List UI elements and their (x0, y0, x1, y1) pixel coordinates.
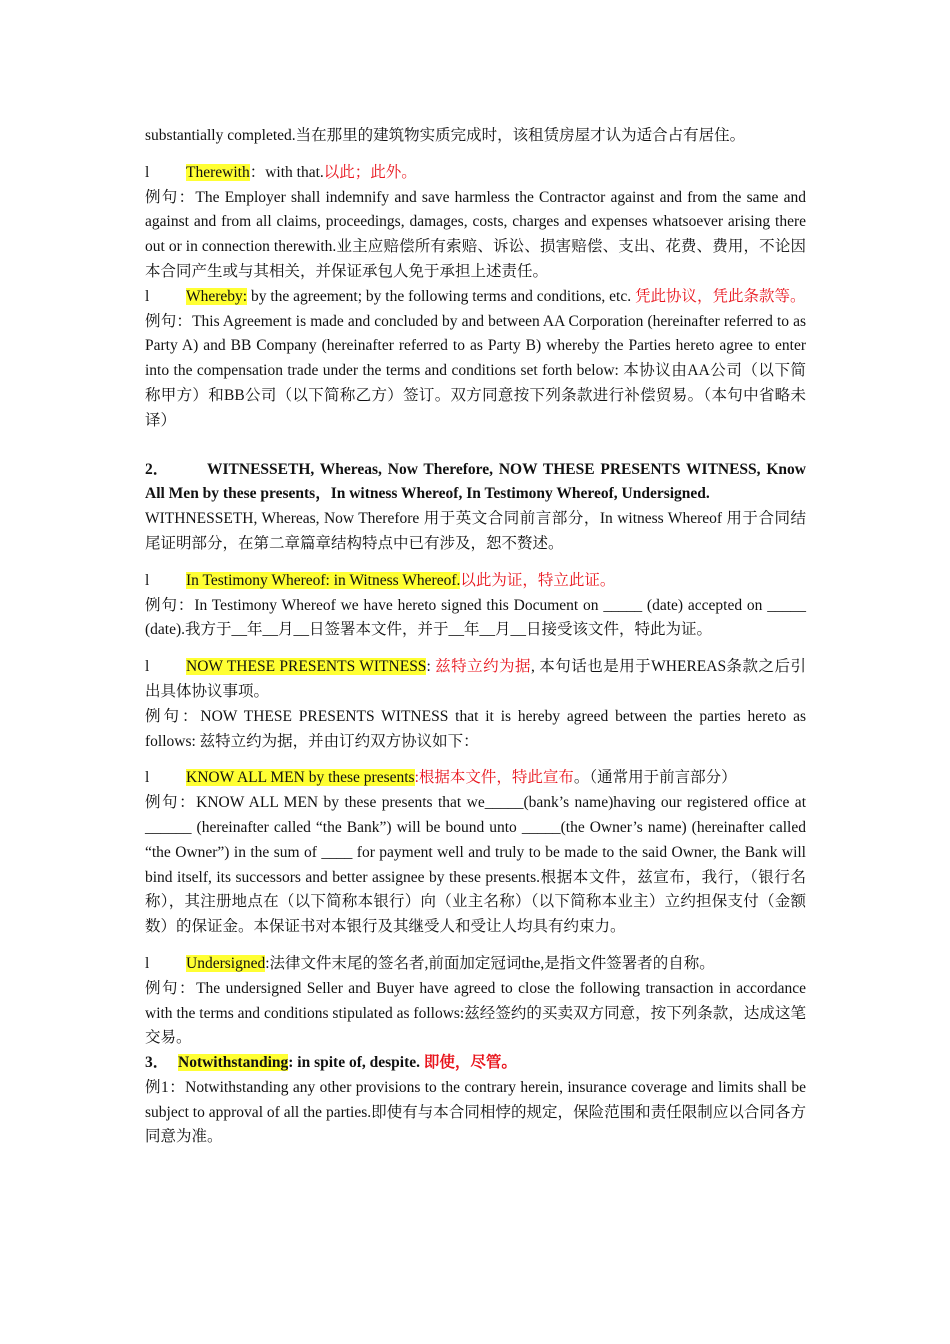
term-label: Therewith (186, 163, 250, 181)
term-colon: : (426, 658, 436, 676)
section-2-heading (145, 458, 806, 508)
term-translation: 凭此协议，凭此条款等。 (634, 287, 806, 305)
term-translation: :根据本文件，特此宣布 (414, 769, 574, 787)
term-now-these-presents-witness (145, 655, 806, 705)
term-label: In Testimony Whereof: in Witness Whereof. (186, 571, 461, 589)
term-undersigned (145, 952, 806, 977)
term-translation: 以此为证，特立此证。 (460, 571, 616, 589)
example-whereby: 例句：This Agreement is made and concluded by and between AA Corporation (hereinafter referred to as Party A) and BB Company (hereinafter referred to as Party B) whereby the Parties hereto agree to enter into the compensation trade under the terms and conditions set forth below: 本协议由AA公司（以下简称甲方）和BB公司（以下简称乙方）签订。双方同意按下列条款进行补偿贸易。（本句中省略未译） (145, 312, 806, 429)
bullet-mark: l (145, 571, 150, 589)
bullet-mark: l (145, 163, 150, 181)
paragraph-continuation: substantially completed.当在那里的建筑物实质完成时，该租赁房屋才认为适合占有居住。 (145, 127, 746, 144)
term-definition: by the agreement; by the following terms and conditions, etc. (247, 287, 635, 305)
term-note: 。（通常用于前言部分） (573, 769, 737, 787)
bullet-mark: l (145, 658, 150, 676)
term-label: Undersigned (186, 954, 266, 972)
section-3-heading (145, 1051, 806, 1076)
term-note: , 本句话也是用于WHEREAS条款之后引出具体协议事项。 (145, 658, 806, 700)
example-in-testimony-whereof: 例句：In Testimony Whereof we have hereto signed this Document on _____ (date) accepted on _____ (date).我方于__年__月__日签署本文件，并于__年__月__日接受该文件，特此为证。 (145, 596, 806, 639)
term-definition: : in spite of, despite. (288, 1054, 424, 1072)
term-in-testimony-whereof (145, 569, 806, 594)
example-undersigned: 例句：The undersigned Seller and Buyer have agreed to close the following transaction in accordance with the terms and conditions stipulated as follows:兹经签约的买卖双方同意，按下列条款，达成这笔交易。 (145, 979, 806, 1047)
term-translation: 即使，尽管。 (423, 1054, 517, 1072)
section-number: 3． (145, 1054, 169, 1072)
term-know-all-men (145, 766, 806, 791)
section-number: 2． (145, 460, 169, 478)
term-translation: 兹特立约为据 (435, 658, 532, 676)
section-2-intro: WITHNESSETH, Whereas, Now Therefore 用于英文合同前言部分，In witness Whereof 用于合同结尾证明部分，在第二章篇章结构特点中已有涉及，恕不赘述。 (145, 510, 806, 552)
term-whereby (145, 285, 806, 310)
term-label: Whereby: (186, 287, 248, 305)
term-translation: 以此；此外。 (323, 163, 417, 181)
bullet-mark: l (145, 954, 150, 972)
example-know-all-men: 例句：KNOW ALL MEN by these presents that we_____(bank’s name)having our registered office at ______ (hereinafter called “the Bank”) will be bound unto _____(the Owner’s name) (hereinafter called “the Owner”) in the sum of ____ for payment well and truly to be made to the said Owner, the Bank will bind itself, its successors and better assignee by these presents.根据本文件，兹宣布，我行，（银行名称），其注册地点在（以下简称本银行）向（业主名称）（以下简称本业主）立约担保支付（金额数）的保证金。本保证书对本银行及其继受人和受让人均具有约束力。 (145, 794, 806, 936)
term-note: :法律文件末尾的签名者,前面加定冠词the,是指文件签署者的自称。 (265, 954, 715, 972)
bullet-mark: l (145, 287, 150, 305)
document-page (145, 124, 806, 1150)
term-label: KNOW ALL MEN by these presents (186, 769, 415, 787)
term-therewith (145, 161, 806, 186)
bullet-mark: l (145, 769, 150, 787)
term-definition: ：with that. (249, 163, 324, 181)
example-therewith: 例句：The Employer shall indemnify and save harmless the Contractor against and from the same and against and from all claims, proceedings, damages, costs, charges and expenses whatsoever arising there out or in connection therewith.业主应赔偿所有索赔、诉讼、损害赔偿、支出、花费、费用，不论因本合同产生或与其相关，并保证承包人免于承担上述责任。 (145, 188, 806, 280)
example-notwithstanding: 例1：Notwithstanding any other provisions to the contrary herein, insurance coverage and limits shall be subject to approval of all the parties.即使有与本合同相悖的规定，保险范围和责任限制应以合同各方同意为准。 (145, 1078, 806, 1146)
term-label: NOW THESE PRESENTS WITNESS (186, 658, 427, 676)
term-label: Notwithstanding (178, 1054, 289, 1072)
example-now-these-presents-witness: 例句：NOW THESE PRESENTS WITNESS that it is hereby agreed between the parties hereto as follows: 兹特立约为据，并由订约双方协议如下： (145, 707, 806, 750)
section-heading-text: WITNESSETH, Whereas, Now Therefore, NOW THESE PRESENTS WITNESS, Know All Men by these presents，In witness Whereof, In Testimony Whereof, Undersigned. (145, 460, 806, 503)
